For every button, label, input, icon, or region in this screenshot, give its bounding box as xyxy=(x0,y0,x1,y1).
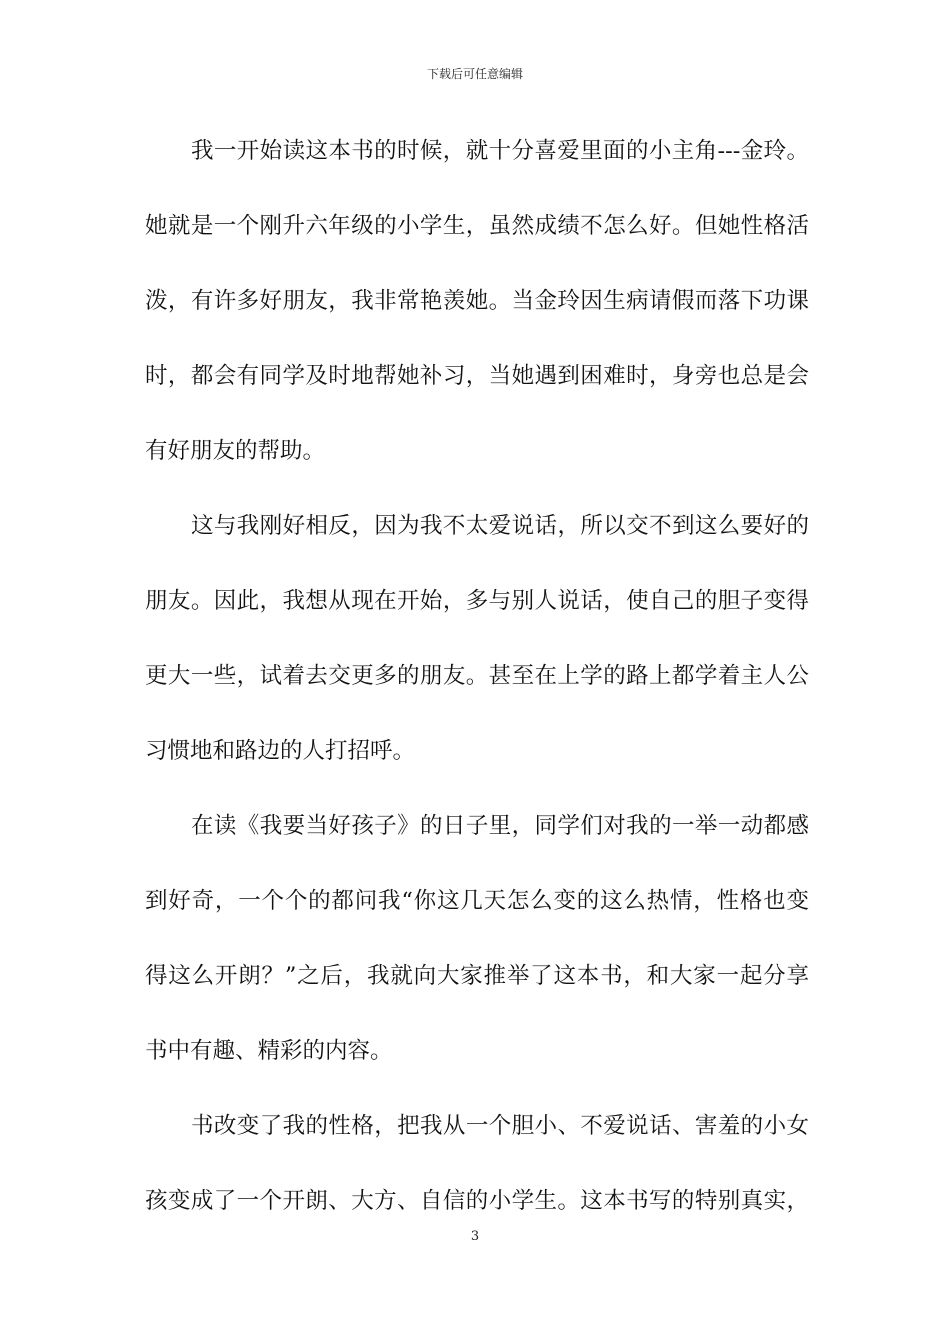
text-line: 孩变成了一个开朗、大方、自信的小学生。这本书写的特别真实， xyxy=(145,1188,809,1214)
text-line: 书改变了我的性格，把我从一个胆小、不爱说话、害羞的小女 xyxy=(191,1113,809,1139)
text-line: 习惯地和路边的人打招呼。 xyxy=(145,738,416,764)
text-line: 我一开始读这本书的时候，就十分喜爱里面的小主角---金玲。 xyxy=(191,138,809,164)
text-line: 书中有趣、精彩的内容。 xyxy=(145,1038,393,1064)
text-line: 更大一些，试着去交更多的朋友。甚至在上学的路上都学着主人公 xyxy=(145,663,809,689)
text-line: 朋友。因此，我想从现在开始，多与别人说话，使自己的胆子变得 xyxy=(145,588,809,614)
text-line: 这与我刚好相反，因为我不太爱说话，所以交不到这么要好的 xyxy=(191,513,809,539)
text-line: 得这么开朗？”之后，我就向大家推举了这本书，和大家一起分享 xyxy=(145,963,809,989)
page-header: 下载后可任意编辑 xyxy=(426,67,523,81)
text-line: 到好奇，一个个的都问我“你这几天怎么变的这么热情，性格也变 xyxy=(145,888,809,914)
text-line: 在读《我要当好孩子》的日子里，同学们对我的一举一动都感 xyxy=(191,813,809,839)
text-line: 她就是一个刚升六年级的小学生，虽然成绩不怎么好。但她性格活 xyxy=(145,213,809,239)
text-line: 有好朋友的帮助。 xyxy=(145,438,326,464)
page-number: 3 xyxy=(470,1229,480,1244)
text-line: 泼，有许多好朋友，我非常艳羡她。当金玲因生病请假而落下功课 xyxy=(145,288,809,314)
text-line: 时，都会有同学及时地帮她补习，当她遇到困难时，身旁也总是会 xyxy=(145,363,809,389)
document-body xyxy=(145,127,809,1252)
